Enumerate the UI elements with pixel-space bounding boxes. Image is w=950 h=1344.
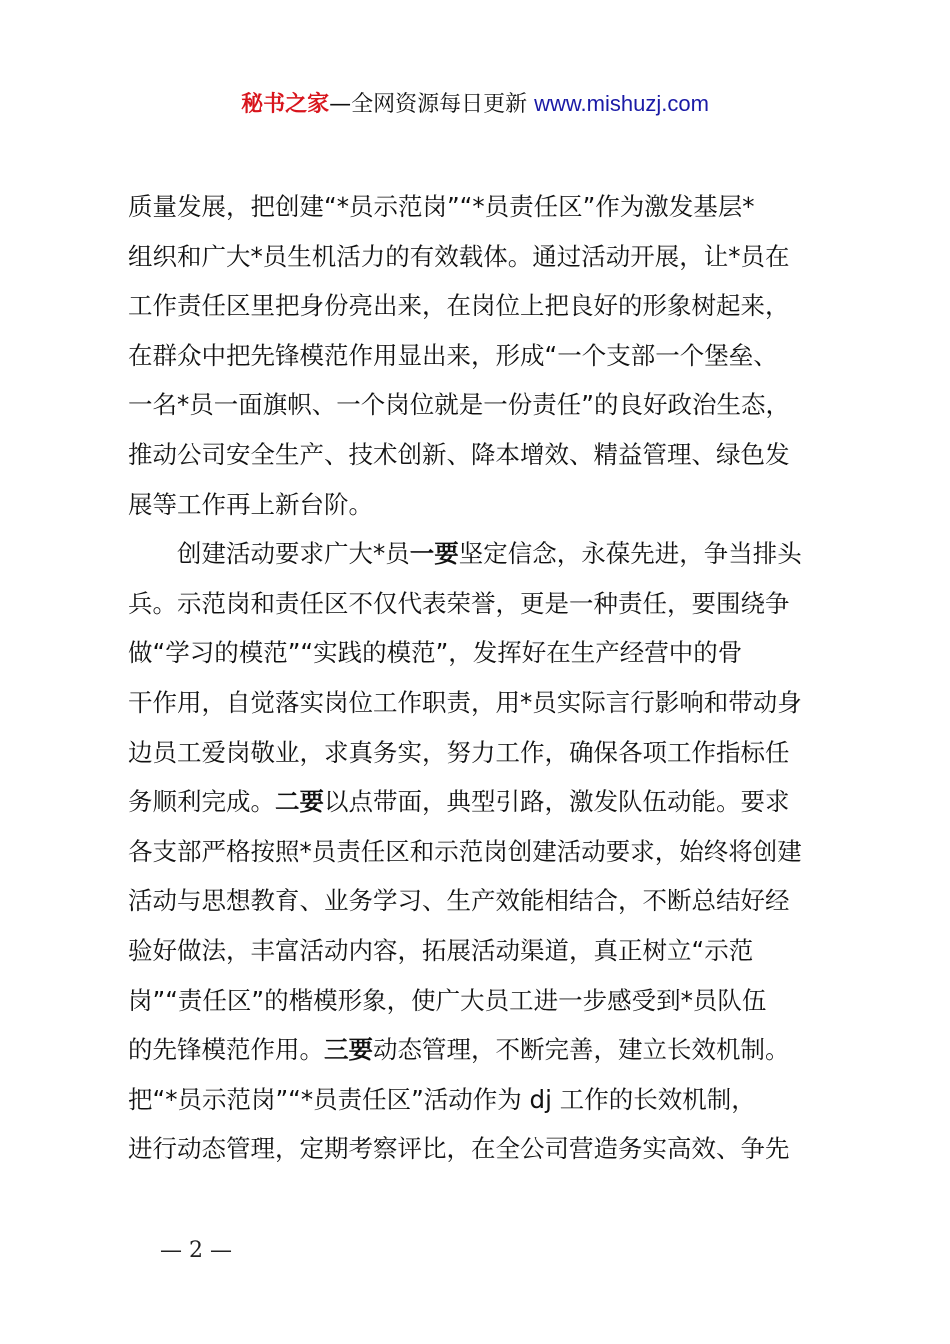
page-number: — 2 — bbox=[160, 1238, 232, 1263]
emphasis-first: 一要 bbox=[409, 539, 459, 569]
text-line: 活动与思想教育、业务学习、生产效能相结合，不断总结好经 bbox=[128, 886, 790, 916]
text-segment: 务顺利完成。 bbox=[128, 787, 275, 817]
text-line: 质量发展，把创建“*员示范岗”“*员责任区”作为激发基层* bbox=[128, 192, 755, 221]
text-line-mixed bbox=[128, 1025, 840, 1075]
header-tagline: —全网资源每日更新 bbox=[329, 92, 528, 117]
emphasis-third: 三要 bbox=[324, 1035, 373, 1065]
site-url[interactable]: www.mishuzj.com bbox=[534, 91, 709, 116]
text-line: 展等工作再上新台阶。 bbox=[128, 489, 373, 519]
text-line: 把“*员示范岗”“*员责任区”活动作为 dj 工作的长效机制， bbox=[128, 1084, 756, 1114]
text-line: 组织和广大*员生机活力的有效载体。通过活动开展，让*员在 bbox=[128, 241, 790, 271]
text-line: 兵。示范岗和责任区不仅代表荣誉，更是一种责任，要围绕争 bbox=[128, 588, 790, 618]
text-line: 验好做法，丰富活动内容，拓展活动渠道，真正树立“示范 bbox=[128, 935, 754, 965]
text-line-mixed bbox=[128, 777, 840, 827]
text-segment: 动态管理，不断完善，建立长效机制。 bbox=[373, 1035, 790, 1065]
text-line: 在群众中把先锋模范作用显出来，形成“一个支部一个堡垒、 bbox=[128, 340, 778, 370]
text-line: 边员工爱岗敬业，求真务实，努力工作，确保各项工作指标任 bbox=[128, 737, 790, 767]
emphasis-second: 二要 bbox=[275, 787, 324, 817]
text-line: 推动公司安全生产、技术创新、降本增效、精益管理、绿色发 bbox=[128, 439, 790, 469]
text-line: 干作用，自觉落实岗位工作职责，用*员实际言行影响和带动身 bbox=[128, 687, 802, 717]
text-segment: 坚定信念，永葆先进，争当排头 bbox=[458, 539, 802, 569]
document-body bbox=[128, 182, 840, 1174]
text-line: 工作责任区里把身份亮出来，在岗位上把良好的形象树起来， bbox=[128, 291, 790, 321]
text-segment: 的先锋模范作用。 bbox=[128, 1035, 324, 1065]
text-line: 做“学习的模范”“实践的模范”，发挥好在生产经营中的骨 bbox=[128, 638, 743, 668]
brand-name: 秘书之家 bbox=[241, 92, 330, 117]
text-segment: 以点带面，典型引路，激发队伍动能。要求 bbox=[324, 787, 790, 817]
site-header bbox=[0, 88, 950, 121]
text-line: 各支部严格按照*员责任区和示范岗创建活动要求，始终将创建 bbox=[128, 836, 802, 866]
text-segment: 创建活动要求广大*员 bbox=[177, 539, 410, 569]
text-line: 进行动态管理，定期考察评比，在全公司营造务实高效、争先 bbox=[128, 1134, 790, 1164]
paragraph-start-line bbox=[128, 529, 840, 579]
text-line: 岗”“责任区”的楷模形象，使广大员工进一步感受到*员队伍 bbox=[128, 985, 767, 1015]
text-line: 一名*员一面旗帜、一个岗位就是一份责任”的良好政治生态， bbox=[128, 390, 790, 420]
